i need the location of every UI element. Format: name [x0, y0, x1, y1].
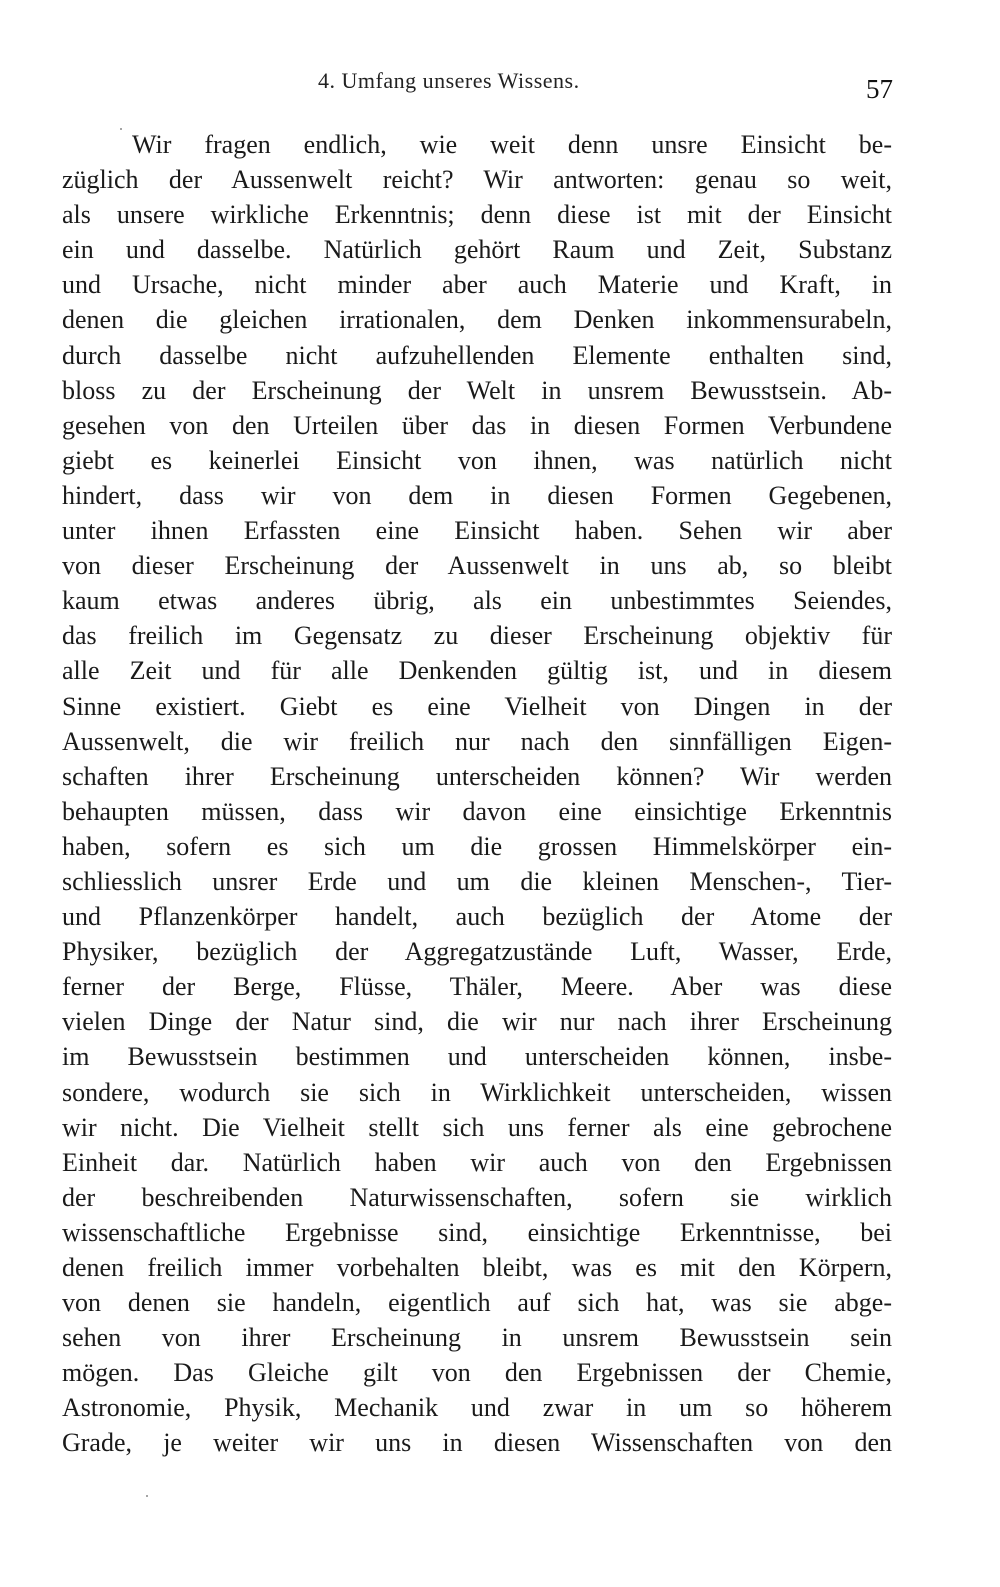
- body-text: [62, 127, 892, 1461]
- text-line: hindert, dass wir von dem in diesen Formen Gegebenen,: [62, 480, 892, 510]
- text-line: von denen sie handeln, eigentlich auf sich hat, was sie abge-: [62, 1288, 892, 1318]
- running-title: 4. Umfang unseres Wissens.: [318, 68, 580, 93]
- text-line: schliesslich unsrer Erde und um die kleinen Menschen-, Tier-: [62, 866, 892, 896]
- text-line: Einheit dar. Natürlich haben wir auch von den Ergebnissen: [62, 1147, 892, 1177]
- text-line: der beschreibenden Naturwissenschaften, sofern sie wirklich: [62, 1182, 892, 1212]
- text-line: Grade, je weiter wir uns in diesen Wissenschaften von den: [62, 1428, 892, 1458]
- text-line: und Ursache, nicht minder aber auch Materie und Kraft, in: [62, 270, 892, 300]
- text-line: und Pflanzenkörper handelt, auch bezüglich der Atome der: [62, 902, 892, 932]
- text-line: Sinne existiert. Giebt es eine Vielheit von Dingen in der: [62, 691, 892, 721]
- text-line: vielen Dinge der Natur sind, die wir nur nach ihrer Erscheinung: [62, 1007, 892, 1037]
- text-line: durch dasselbe nicht aufzuhellenden Elemente enthalten sind,: [62, 340, 892, 370]
- text-line: gesehen von den Urteilen über das in diesen Formen Verbundene: [62, 410, 892, 440]
- text-line: kaum etwas anderes übrig, als ein unbestimmtes Seiendes,: [62, 586, 892, 616]
- text-line: wir nicht. Die Vielheit stellt sich uns ferner als eine gebrochene: [62, 1112, 892, 1142]
- text-line: behaupten müssen, dass wir davon eine einsichtige Erkenntnis: [62, 796, 892, 826]
- text-line: das freilich im Gegensatz zu dieser Erscheinung objektiv für: [62, 621, 892, 651]
- text-line: Wir fragen endlich, wie weit denn unsre Einsicht be-: [132, 130, 892, 159]
- text-line: denen freilich immer vorbehalten bleibt, was es mit den Körpern,: [62, 1253, 892, 1282]
- text-line: denen die gleichen irrationalen, dem Denken inkommensurabeln,: [62, 305, 892, 335]
- text-line: Aussenwelt, die wir freilich nur nach den sinnfälligen Eigen-: [62, 726, 892, 756]
- text-line: mögen. Das Gleiche gilt von den Ergebnissen der Chemie,: [62, 1358, 892, 1388]
- text-line: wissenschaftliche Ergebnisse sind, einsichtige Erkenntnisse, bei: [62, 1217, 892, 1247]
- text-line: züglich der Aussenwelt reicht? Wir antworten: genau so weit,: [62, 165, 892, 195]
- running-header: [0, 68, 1000, 108]
- text-line: ferner der Berge, Flüsse, Thäler, Meere. Aber was diese: [62, 972, 892, 1002]
- text-line: alle Zeit und für alle Denkenden gültig ist, und in diesem: [62, 656, 892, 686]
- scan-speck: [120, 128, 122, 130]
- text-line: sehen von ihrer Erscheinung in unsrem Bewusstsein sein: [62, 1323, 892, 1353]
- text-line: haben, sofern es sich um die grossen Himmelskörper ein-: [62, 831, 892, 861]
- text-line: sondere, wodurch sie sich in Wirklichkeit unterscheiden, wissen: [62, 1077, 892, 1107]
- text-line: von dieser Erscheinung der Aussenwelt in uns ab, so bleibt: [62, 551, 892, 581]
- text-line: unter ihnen Erfassten eine Einsicht haben. Sehen wir aber: [62, 516, 892, 546]
- page-number: 57: [866, 74, 893, 104]
- text-line: Physiker, bezüglich der Aggregatzustände Luft, Wasser, Erde,: [62, 937, 892, 967]
- text-line: ein und dasselbe. Natürlich gehört Raum und Zeit, Substanz: [62, 235, 892, 265]
- text-line: als unsere wirkliche Erkenntnis; denn diese ist mit der Einsicht: [62, 200, 892, 230]
- text-line: giebt es keinerlei Einsicht von ihnen, was natürlich nicht: [62, 445, 892, 475]
- text-line: Astronomie, Physik, Mechanik und zwar in um so höherem: [62, 1393, 892, 1423]
- text-line: im Bewusstsein bestimmen und unterscheiden können, insbe-: [62, 1042, 892, 1072]
- text-line: bloss zu der Erscheinung der Welt in unsrem Bewusstsein. Ab-: [62, 375, 892, 405]
- scan-speck: [146, 1495, 148, 1497]
- text-line: schaften ihrer Erscheinung unterscheiden können? Wir werden: [62, 761, 892, 791]
